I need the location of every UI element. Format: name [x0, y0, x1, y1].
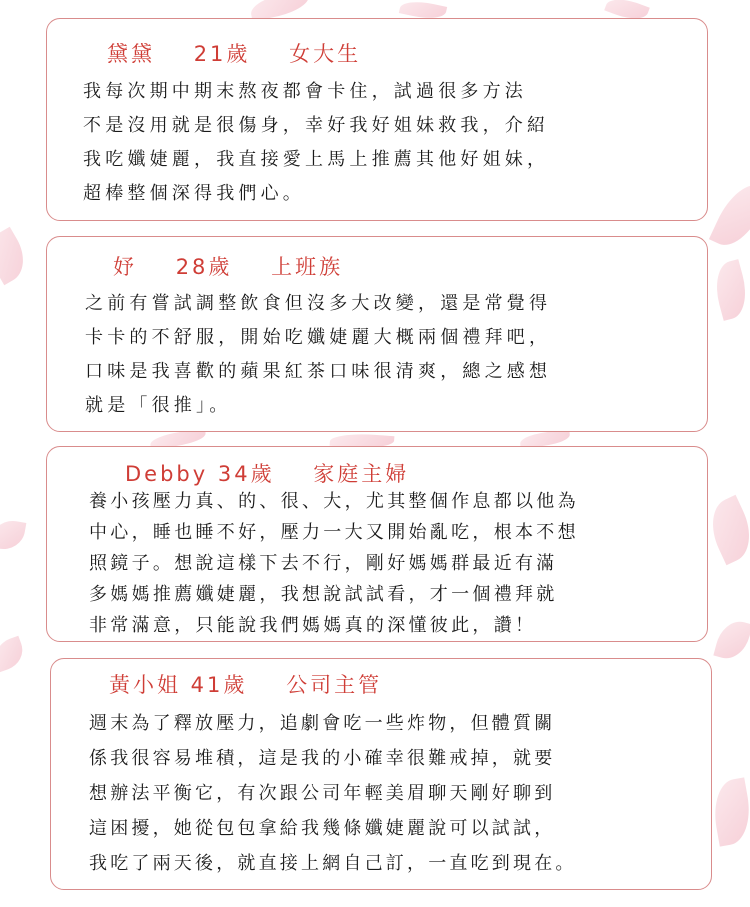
- testimonial-text-line: 想辦法平衡它，有次跟公司年輕美眉聊天剛好聊到: [89, 783, 556, 804]
- petal-decoration: [0, 517, 26, 552]
- testimonial-card: [46, 18, 708, 221]
- testimonial-text-line: 我吃了兩天後，就直接上網自己訂，一直吃到現在。: [89, 853, 577, 874]
- petal-decoration: [709, 259, 750, 321]
- testimonial-text-line: 非常滿意，只能說我們媽媽真的深懂彼此，讚！: [89, 615, 537, 636]
- testimonial-text-line: 口味是我喜歡的蘋果紅茶口味很清爽，總之感想: [85, 361, 552, 382]
- testimonial-text-line: 超棒整個深得我們心。: [83, 183, 305, 204]
- testimonial-title: 黛黛 21歲 女大生: [107, 42, 362, 66]
- testimonial-text-line: 週末為了釋放壓力，追劇會吃一些炸物，但體質關: [89, 713, 556, 734]
- testimonial-text-line: 不是沒用就是很傷身，幸好我好姐妹救我，介紹: [83, 115, 550, 136]
- testimonial-card: [46, 446, 708, 642]
- testimonial-text-line: 中心，睡也睡不好，壓力一大又開始亂吃，根本不想: [89, 522, 579, 543]
- testimonial-text-line: 我吃孅婕麗，我直接愛上馬上推薦其他好姐妹，: [83, 149, 550, 170]
- testimonial-text-line: 多媽媽推薦孅婕麗，我想說試試看，才一個禮拜就: [89, 584, 558, 605]
- testimonial-title: 妤 28歲 上班族: [113, 255, 344, 279]
- petal-decoration: [0, 227, 34, 286]
- petal-decoration: [701, 495, 750, 565]
- testimonial-card: [46, 236, 708, 432]
- testimonial-text-line: 之前有嘗試調整飲食但沒多大改變，還是常覺得: [85, 293, 552, 314]
- testimonial-text-line: 係我很容易堆積，這是我的小確幸很難戒掉，就要: [89, 748, 556, 769]
- testimonial-text-line: 就是「很推」。: [85, 395, 232, 416]
- testimonial-card: [50, 658, 712, 890]
- testimonial-title: Debby 34歲 家庭主婦: [125, 462, 410, 486]
- petal-decoration: [709, 777, 750, 846]
- testimonial-text-line: 我每次期中期末熬夜都會卡住，試過很多方法: [83, 81, 527, 102]
- testimonial-title: 黃小姐 41歲 公司主管: [109, 673, 383, 697]
- petal-decoration: [709, 176, 750, 255]
- petal-decoration: [713, 617, 750, 663]
- testimonial-text-line: 照鏡子。想說這樣下去不行，剛好媽媽群最近有滿: [89, 553, 558, 574]
- testimonial-text-line: 這困擾，她從包包拿給我幾條孅婕麗說可以試試，: [89, 818, 556, 839]
- testimonial-text-line: 養小孩壓力真、的、很、大，尤其整個作息都以他為: [89, 491, 579, 512]
- petal-decoration: [0, 636, 28, 673]
- testimonial-text-line: 卡卡的不舒服，開始吃孅婕麗大概兩個禮拜吧，: [85, 327, 552, 348]
